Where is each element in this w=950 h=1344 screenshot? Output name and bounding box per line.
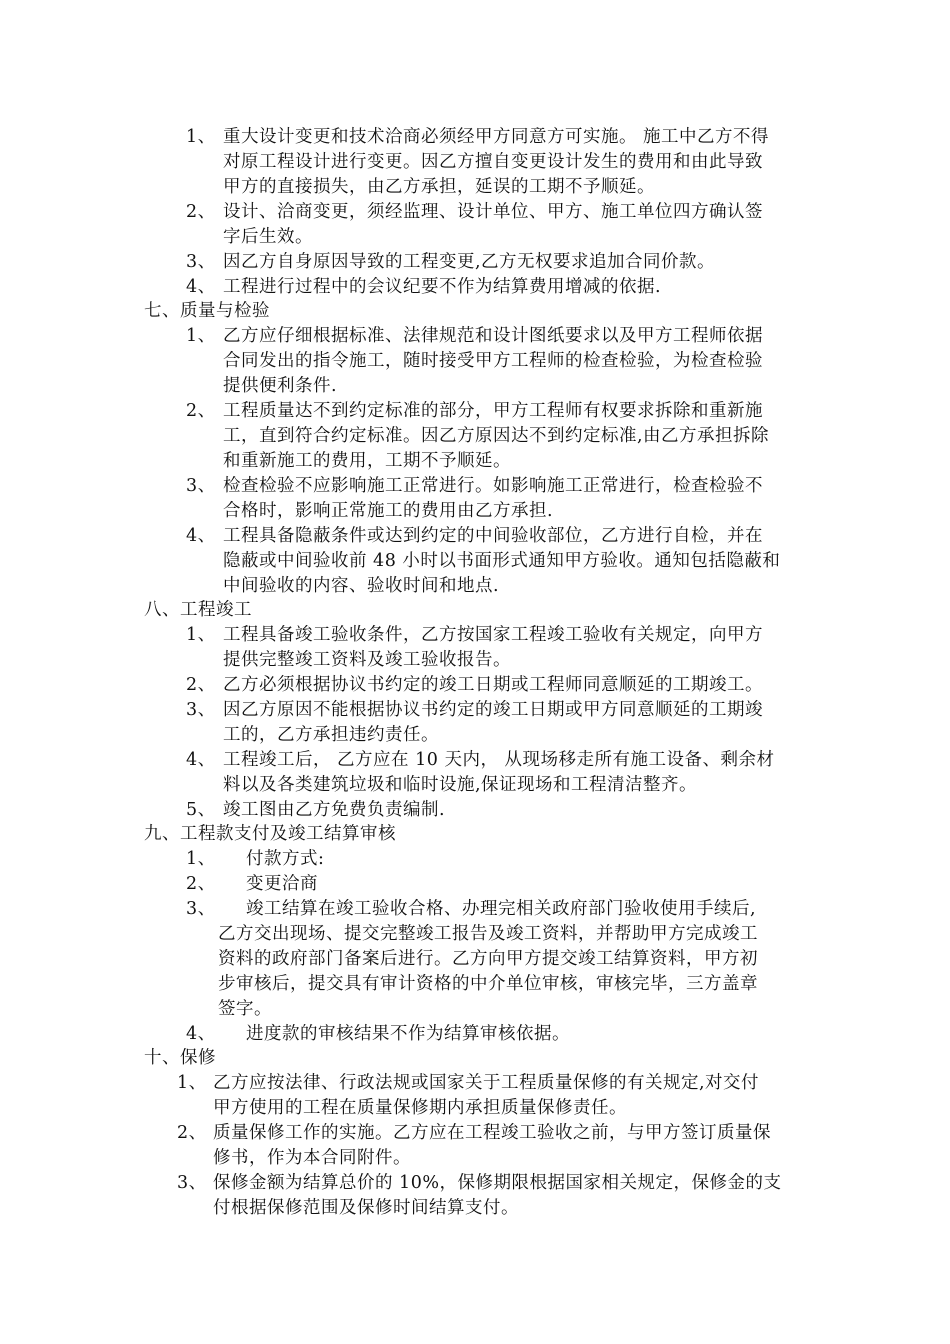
item-text: 付款方式: <box>246 849 325 869</box>
section-heading: 九、工程款支付及竣工结算审核 <box>144 824 396 844</box>
item-text: 提供完整竣工资料及竣工验收报告。 <box>223 650 511 670</box>
item-number: 3、 <box>186 476 216 496</box>
item-text: 合同发出的指令施工，随时接受甲方工程师的检查检验，为检查检验 <box>223 351 763 371</box>
item-number: 1、 <box>186 326 216 346</box>
item-number: 1、 <box>186 625 216 645</box>
item-number: 1、 <box>177 1073 207 1093</box>
item-text: 甲方使用的工程在质量保修期内承担质量保修责任。 <box>213 1098 627 1118</box>
item-text: 签字。 <box>218 999 272 1019</box>
item-text: 隐蔽或中间验收前 48 小时以书面形式通知甲方验收。通知包括隐蔽和 <box>223 551 781 571</box>
item-text: 工程具备竣工验收条件，乙方按国家工程竣工验收有关规定，向甲方 <box>223 625 763 645</box>
item-number: 4、 <box>186 526 216 546</box>
section-heading: 七、质量与检验 <box>144 301 270 321</box>
item-text: 合格时，影响正常施工的费用由乙方承担. <box>223 501 554 521</box>
item-number: 3、 <box>186 252 216 272</box>
item-number: 4、 <box>186 750 216 770</box>
item-number: 4、 <box>186 277 216 297</box>
item-text: 检查检验不应影响施工正常进行。如影响施工正常进行，检查检验不 <box>223 476 763 496</box>
item-text: 步审核后，提交具有审计资格的中介单位审核，审核完毕，三方盖章 <box>218 974 758 994</box>
item-text: 工，直到符合约定标准。因乙方原因达不到约定标准,由乙方承担拆除 <box>223 426 770 446</box>
item-number: 1、 <box>186 127 216 147</box>
item-text: 工程进行过程中的会议纪要不作为结算费用增减的依据. <box>223 277 662 297</box>
item-text: 竣工结算在竣工验收合格、办理完相关政府部门验收使用手续后, <box>246 899 757 919</box>
section-heading: 八、工程竣工 <box>144 600 252 620</box>
item-number: 2、 <box>186 401 216 421</box>
item-text: 资料的政府部门备案后进行。乙方向甲方提交竣工结算资料，甲方初 <box>218 949 758 969</box>
item-text: 提供便利条件. <box>223 376 338 396</box>
item-number: 5、 <box>186 800 216 820</box>
item-text: 设计、洽商变更，须经监理、设计单位、甲方、施工单位四方确认签 <box>223 202 763 222</box>
item-text: 乙方交出现场、提交完整竣工报告及竣工资料，并帮助甲方完成竣工 <box>218 924 758 944</box>
item-text: 和重新施工的费用，工期不予顺延。 <box>223 451 511 471</box>
item-text: 字后生效。 <box>223 227 313 247</box>
item-text: 对原工程设计进行变更。因乙方擅自变更设计发生的费用和由此导致 <box>223 152 763 172</box>
item-text: 工程质量达不到约定标准的部分，甲方工程师有权要求拆除和重新施 <box>223 401 763 421</box>
item-number: 3、 <box>186 899 216 919</box>
item-number: 2、 <box>186 874 216 894</box>
item-text: 竣工图由乙方免费负责编制. <box>223 800 446 820</box>
item-text: 保修金额为结算总价的 10%，保修期限根据国家相关规定，保修金的支 <box>213 1173 782 1193</box>
item-number: 3、 <box>186 700 216 720</box>
item-text: 因乙方自身原因导致的工程变更,乙方无权要求追加合同价款。 <box>223 252 716 272</box>
item-text: 工的，乙方承担违约责任。 <box>223 725 439 745</box>
item-number: 1、 <box>186 849 216 869</box>
item-number: 4、 <box>186 1024 216 1044</box>
item-text: 甲方的直接损失，由乙方承担，延误的工期不予顺延。 <box>223 177 655 197</box>
item-text: 质量保修工作的实施。乙方应在工程竣工验收之前，与甲方签订质量保 <box>213 1123 771 1143</box>
item-text: 工程具备隐蔽条件或达到约定的中间验收部位，乙方进行自检，并在 <box>223 526 763 546</box>
item-text: 变更洽商 <box>246 874 318 894</box>
item-text: 乙方应仔细根据标准、法律规范和设计图纸要求以及甲方工程师依据 <box>223 326 763 346</box>
item-number: 2、 <box>186 675 216 695</box>
item-text: 付根据保修范围及保修时间结算支付。 <box>213 1198 519 1218</box>
item-text: 乙方必须根据协议书约定的竣工日期或工程师同意顺延的工期竣工。 <box>223 675 763 695</box>
item-text: 乙方应按法律、行政法规或国家关于工程质量保修的有关规定,对交付 <box>213 1073 760 1093</box>
item-text: 修书，作为本合同附件。 <box>213 1148 411 1168</box>
item-text: 料以及各类建筑垃圾和临时设施,保证现场和工程清洁整齐。 <box>223 775 698 795</box>
item-text: 因乙方原因不能根据协议书约定的竣工日期或甲方同意顺延的工期竣 <box>223 700 763 720</box>
item-text: 工程竣工后， 乙方应在 10 天内， 从现场移走所有施工设备、剩余材 <box>223 750 775 770</box>
section-heading: 十、保修 <box>144 1048 216 1068</box>
item-text: 重大设计变更和技术洽商必须经甲方同意方可实施。 施工中乙方不得 <box>223 127 770 147</box>
item-number: 2、 <box>177 1123 207 1143</box>
item-text: 进度款的审核结果不作为结算审核依据。 <box>246 1024 570 1044</box>
item-number: 2、 <box>186 202 216 222</box>
item-text: 中间验收的内容、验收时间和地点. <box>223 576 500 596</box>
item-number: 3、 <box>177 1173 207 1193</box>
